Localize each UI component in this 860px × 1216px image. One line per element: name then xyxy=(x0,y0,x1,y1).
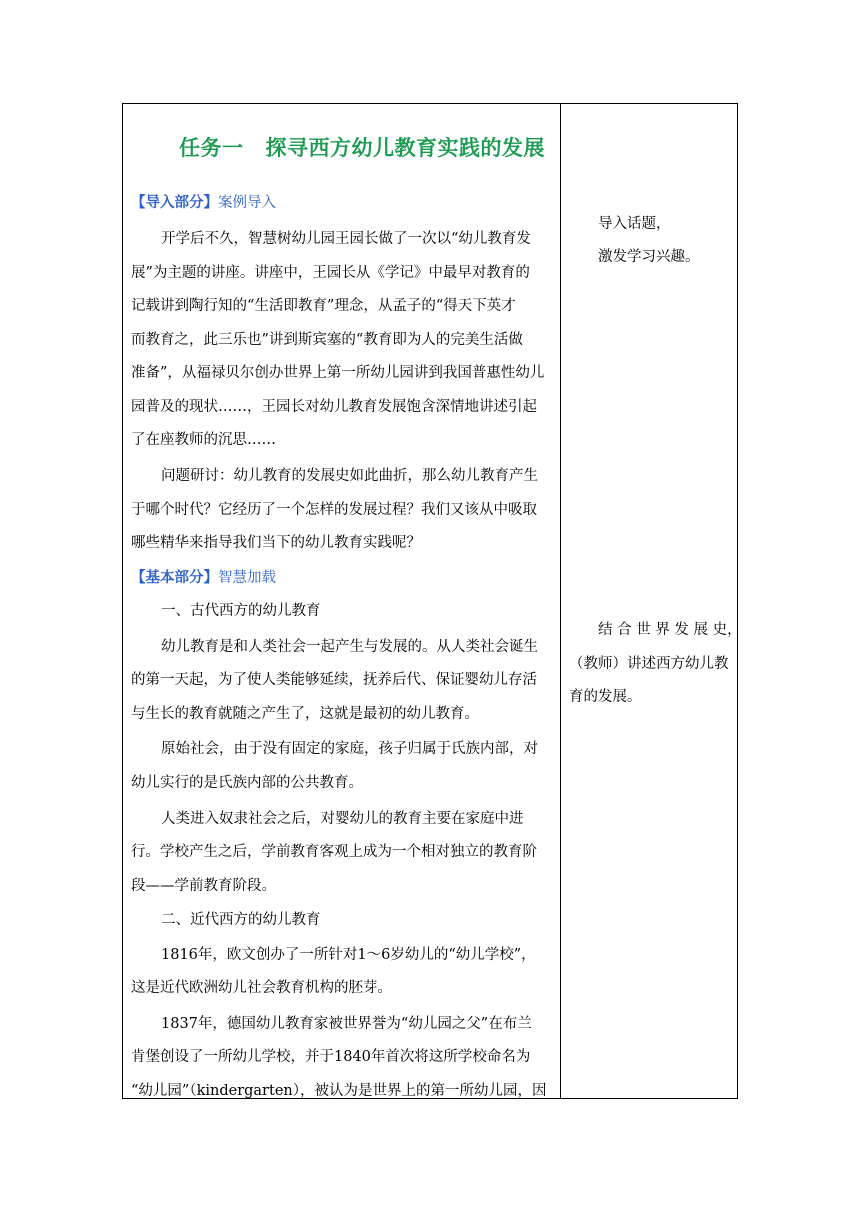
body-line: 段——学前教育阶段。 xyxy=(131,878,276,894)
body-line: 园普及的现状……，王园长对幼儿教育发展饱含深情地讲述引起 xyxy=(131,399,537,415)
body-line: 幼儿实行的是氏族内部的公共教育。 xyxy=(131,775,363,791)
section-bracket-basic: 【基本部分】 xyxy=(131,569,218,586)
body-line: 这是近代欧洲幼儿社会教育机构的胚芽。 xyxy=(131,980,392,996)
title-task-name: 探寻西方幼儿教育实践的发展 xyxy=(265,136,545,160)
lesson-table xyxy=(122,103,742,1099)
body-line: 的第一天起，为了使人类能够延续，抚养后代、保证婴幼儿存活 xyxy=(131,672,537,688)
body-line: 1816年，欧文创办了一所针对1～6岁幼儿的“幼儿学校”， xyxy=(161,947,536,963)
body-line: 哪些精华来指导我们当下的幼儿教育实践呢？ xyxy=(131,535,421,551)
body-line: 行。学校产生之后，学前教育客观上成为一个相对独立的教育阶 xyxy=(131,844,537,860)
body-line: 幼儿教育是和人类社会一起产生与发展的。从人类社会诞生 xyxy=(161,639,538,655)
subheading-modern: 二、近代西方的幼儿教育 xyxy=(161,912,321,928)
body-line: 于哪个时代？它经历了一个怎样的发展过程？我们又该从中吸取 xyxy=(131,502,537,518)
body-line: 准备”，从福禄贝尔创办世界上第一所幼儿园讲到我国普惠性幼儿 xyxy=(131,365,545,381)
body-line: 1837年，德国幼儿教育家被世界誉为“幼儿园之父”在布兰 xyxy=(161,1016,532,1032)
body-line: “幼儿园”（kindergarten），被认为是世界上的第一所幼儿园，因 xyxy=(131,1083,547,1099)
body-line: 人类进入奴隶社会之后，对婴幼儿的教育主要在家庭中进 xyxy=(161,811,524,827)
section-bracket-intro: 【导入部分】 xyxy=(131,194,218,211)
side-note: 结 合 世 界 发 展 史， xyxy=(598,622,742,638)
section-label-basic xyxy=(131,568,276,588)
body-line: 记载讲到陶行知的“生活即教育”理念，从孟子的“得天下英才 xyxy=(131,298,516,314)
section-name-intro: 案例导入 xyxy=(218,195,276,211)
side-note: （教师）讲述西方幼儿教 xyxy=(569,656,729,672)
body-line: 问题研讨：幼儿教育的发展史如此曲折，那么幼儿教育产生 xyxy=(161,468,538,484)
subheading-ancient: 一、古代西方的幼儿教育 xyxy=(161,603,321,619)
side-note: 激发学习兴趣。 xyxy=(598,249,700,265)
section-name-basic: 智慧加载 xyxy=(218,570,276,586)
column-divider xyxy=(560,104,561,1098)
section-label-intro xyxy=(131,193,276,213)
body-line: 了在座教师的沉思…… xyxy=(131,432,276,448)
body-line: 展”为主题的讲座。讲座中，王园长从《学记》中最早对教育的 xyxy=(131,265,530,281)
page-title xyxy=(179,132,545,162)
body-line: 而教育之，此三乐也”讲到斯宾塞的“教育即为人的完美生活做 xyxy=(131,332,523,348)
body-line: 开学后不久，智慧树幼儿园王园长做了一次以“幼儿教育发 xyxy=(161,231,531,247)
body-line: 原始社会，由于没有固定的家庭，孩子归属于氏族内部，对 xyxy=(161,741,538,757)
side-note: 育的发展。 xyxy=(569,689,642,705)
body-line: 肯堡创设了一所幼儿学校，并于1840年首次将这所学校命名为 xyxy=(131,1049,531,1065)
title-task-number: 任务一 xyxy=(179,136,244,160)
body-line: 与生长的教育就随之产生了，这就是最初的幼儿教育。 xyxy=(131,706,479,722)
side-note: 导入话题， xyxy=(598,216,671,232)
